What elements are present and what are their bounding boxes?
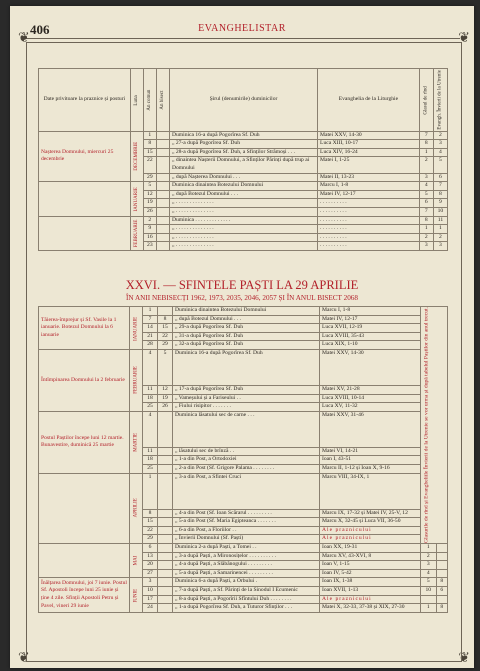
feast-note bbox=[39, 216, 131, 250]
gospel-reading: Ale praznicului bbox=[320, 526, 421, 535]
month-label: IUNIE bbox=[130, 578, 143, 612]
month-label: DECEMBRIE bbox=[130, 131, 143, 182]
tone-number: 2 bbox=[419, 157, 433, 173]
day-common-year: 4 bbox=[143, 349, 158, 385]
tone-number: 3 bbox=[419, 173, 433, 182]
day-common-year: 5 bbox=[143, 182, 156, 191]
feast-note bbox=[39, 543, 130, 577]
col-header-an-bisect: An bisect bbox=[156, 69, 169, 132]
day-leap-year: 15 bbox=[158, 324, 173, 333]
sunday-name: „ 29-a după Pogorîrea Sf. Duh bbox=[173, 324, 320, 333]
day-leap-year bbox=[156, 140, 169, 149]
sunday-name: „ 17-a după Pogorîrea Sf. Duh bbox=[173, 385, 320, 394]
eothinon-number: 3 bbox=[433, 140, 447, 149]
day-common-year: 4 bbox=[143, 411, 158, 447]
eothinon-number: 8 bbox=[436, 578, 447, 587]
day-leap-year bbox=[156, 182, 169, 191]
gospel-reading: Ioan IV, 5-42 bbox=[320, 569, 421, 578]
tone-number: 6 bbox=[419, 199, 433, 208]
gospel-reading: Ale praznicului bbox=[320, 595, 421, 604]
tone-number: 1 bbox=[419, 225, 433, 234]
corner-ornament-bottom-left-icon: ❦ bbox=[18, 651, 30, 666]
sunday-name: Duminica 6-a după Paști, a Orbului . bbox=[173, 578, 320, 587]
day-common-year: 1 bbox=[143, 307, 158, 316]
day-common-year: 3 bbox=[143, 578, 158, 587]
eothinon-number bbox=[436, 595, 447, 604]
eothinon-number: 2 bbox=[433, 233, 447, 242]
day-common-year: 23 bbox=[143, 242, 156, 251]
gospel-reading: Matei XXV, 14-30 bbox=[320, 349, 421, 385]
day-common-year: 26 bbox=[143, 207, 156, 216]
day-common-year: 17 bbox=[143, 595, 158, 604]
sunday-name: „ 8-a după Paști, a Pogorîrii Sfîntului Duh . . . . . . . . bbox=[173, 595, 320, 604]
section-title: XXVI. — SFINTELE PAȘTI LA 29 APRILIE bbox=[125, 278, 359, 292]
sunday-name: „ 4-a din Post (Sf. Ioan Scărarul . . . . . . . . . bbox=[173, 509, 320, 518]
eothinon-number bbox=[436, 552, 447, 561]
day-leap-year bbox=[156, 216, 169, 225]
gospel-reading: Matei I, 1-25 bbox=[318, 157, 420, 173]
sunday-name: „ Învierii Domnului (Sf. Paști) bbox=[173, 535, 320, 544]
day-leap-year bbox=[156, 190, 169, 199]
col-header-duminici: Șirul (denumirile) duminicilor bbox=[169, 69, 317, 132]
day-common-year: 13 bbox=[143, 552, 158, 561]
day-common-year: 1 bbox=[143, 473, 158, 509]
day-leap-year bbox=[158, 586, 173, 595]
eothinon-number: 10 bbox=[433, 207, 447, 216]
table-row bbox=[39, 543, 448, 552]
day-common-year: 20 bbox=[143, 561, 158, 570]
day-leap-year bbox=[156, 131, 169, 140]
sunday-name: „ 7-a după Paști, a Sf. Părinți de la Sinodul I Ecumenic bbox=[173, 586, 320, 595]
day-common-year: 21 bbox=[143, 332, 158, 341]
gospel-reading: Matei VI, 14-21 bbox=[320, 447, 421, 456]
day-common-year: 18 bbox=[143, 394, 158, 403]
table-row bbox=[39, 578, 448, 587]
day-common-year: 19 bbox=[143, 199, 156, 208]
eothinon-number bbox=[436, 543, 447, 552]
day-leap-year: 29 bbox=[158, 341, 173, 350]
tone-number: 8 bbox=[419, 216, 433, 225]
day-common-year: 8 bbox=[143, 140, 156, 149]
sunday-name: „ 27-a după Pogorîrea Sf. Duh bbox=[169, 140, 317, 149]
day-leap-year: 12 bbox=[158, 385, 173, 394]
tone-number: 7 bbox=[419, 207, 433, 216]
feast-note: Înălțarea Domnului, joi 7 iunie. Postul Sf. Apostoli începe luni 25 iunie și ține 4 zile. Sfinții Apostoli Petru și Pavel, vineri 29 iunie bbox=[39, 578, 130, 612]
day-leap-year: 8 bbox=[158, 315, 173, 324]
day-common-year: 6 bbox=[143, 543, 158, 552]
day-leap-year bbox=[158, 543, 173, 552]
day-common-year: 9 bbox=[143, 225, 156, 234]
header-rule bbox=[26, 38, 460, 39]
sunday-name: „ lăsatului sec de brînză . . bbox=[173, 447, 320, 456]
gospel-reading: Marcu X, 32-45 și Luca VII, 36-50 bbox=[320, 518, 421, 527]
gospel-reading: Marcu I, 1-8 bbox=[320, 307, 421, 316]
tone-number: 2 bbox=[421, 552, 437, 561]
day-common-year: 1 bbox=[143, 131, 156, 140]
day-leap-year bbox=[158, 604, 173, 613]
day-common-year: 14 bbox=[143, 324, 158, 333]
tone-number: 3 bbox=[419, 242, 433, 251]
tone-number: 8 bbox=[419, 140, 433, 149]
eothinon-number: 4 bbox=[433, 148, 447, 157]
tone-number: 4 bbox=[419, 182, 433, 191]
day-leap-year bbox=[156, 199, 169, 208]
eothinon-number: 8 bbox=[436, 604, 447, 613]
sunday-name: „ după Botezul Domnului . . . bbox=[169, 190, 317, 199]
sunday-name: „ 5-a din Post (Sf. Maria Egipteanca . . . . . . . bbox=[173, 518, 320, 527]
gospel-reading: Luca XV, 11-32 bbox=[320, 403, 421, 412]
day-leap-year bbox=[158, 595, 173, 604]
month-label: FEBRUARIE bbox=[130, 349, 143, 411]
gospel-reading: Ioan IX, 1-38 bbox=[320, 578, 421, 587]
gospel-reading: Matei XV, 21-28 bbox=[320, 385, 421, 394]
gospel-reading: Marcu IX, 17-32 și Matei IV, 25-V, 12 bbox=[320, 509, 421, 518]
day-common-year: 24 bbox=[143, 604, 158, 613]
sunday-name: „ 31-a după Pogorîrea Sf. Duh bbox=[173, 332, 320, 341]
day-leap-year bbox=[158, 526, 173, 535]
eothinon-number: 6 bbox=[433, 173, 447, 182]
day-leap-year: 22 bbox=[158, 332, 173, 341]
tone-number: 1 bbox=[421, 543, 437, 552]
day-common-year: 29 bbox=[143, 535, 158, 544]
sunday-name: „ Fiului risipitor . . . . . . . bbox=[173, 403, 320, 412]
eothinon-number bbox=[436, 569, 447, 578]
sunday-name: Duminica 16-a după Pogorîrea Sf. Duh bbox=[173, 349, 320, 385]
gospel-reading: Marcu XV, 43-XVI, 8 bbox=[320, 552, 421, 561]
day-common-year: 10 bbox=[143, 586, 158, 595]
day-common-year: 15 bbox=[143, 518, 158, 527]
table-row bbox=[39, 307, 448, 316]
day-leap-year bbox=[158, 561, 173, 570]
corner-ornament-bottom-right-icon: ❦ bbox=[458, 651, 470, 666]
day-common-year: 22 bbox=[143, 157, 156, 173]
side-note: Glasurile de rînd și Evangheliile Învierii de la Utrenie se vor urma și după tabelul Paștilor din anul trecut. bbox=[421, 307, 448, 544]
gospel-reading: Luca XIX, 1-10 bbox=[320, 341, 421, 350]
day-leap-year bbox=[158, 578, 173, 587]
gospel-reading: Luca XVIII, 10-14 bbox=[320, 394, 421, 403]
table-row bbox=[39, 216, 448, 225]
sunday-name: „ 5-a după Paști, a Samarinencei . . . . . . . . . bbox=[173, 569, 320, 578]
eothinon-number: 11 bbox=[433, 216, 447, 225]
day-common-year: 11 bbox=[143, 447, 158, 456]
day-common-year: 15 bbox=[143, 148, 156, 157]
calendar-table-1 bbox=[38, 68, 448, 251]
gospel-reading: . . . . . . . . . . bbox=[318, 216, 420, 225]
sunday-name: Duminica dinaintea Botezului Domnului bbox=[173, 307, 320, 316]
feast-note: Nașterea Domnului, miercuri 25 decembrie bbox=[39, 131, 131, 182]
day-leap-year bbox=[156, 233, 169, 242]
sunday-name: „ . . . . . . . . . . . . . . bbox=[169, 242, 317, 251]
running-title: EVANGHELISTAR bbox=[198, 23, 286, 34]
col-header-eotine: Evangh. Învierii de la Utrenie bbox=[433, 69, 447, 132]
day-leap-year: 5 bbox=[158, 349, 173, 385]
day-common-year: 11 bbox=[143, 385, 158, 394]
table-row bbox=[39, 349, 448, 385]
month-label: IANUARIE bbox=[130, 307, 143, 350]
section-subtitle: ÎN ANII NEBISECȚI 1962, 1973, 2035, 2046, 2057 ȘI ÎN ANUL BISECT 2068 bbox=[126, 294, 358, 302]
day-leap-year bbox=[156, 173, 169, 182]
day-leap-year bbox=[158, 569, 173, 578]
sunday-name: Duminica 16-a după Pogorîrea Sf. Duh bbox=[169, 131, 317, 140]
day-common-year: 25 bbox=[143, 464, 158, 473]
calendar-table-2 bbox=[38, 306, 448, 613]
feast-note: Tăierea-împrejur și Sf. Vasile la 1 ianuarie. Botezul Domnului la 6 ianuarie bbox=[39, 307, 130, 350]
sunday-name: „ după Botezul Domnului . . . bbox=[173, 315, 320, 324]
col-header-glasul: Glasul de rînd bbox=[419, 69, 433, 132]
day-common-year: 28 bbox=[143, 341, 158, 350]
gospel-reading: . . . . . . . . . . bbox=[318, 242, 420, 251]
sunday-name: „ după Nașterea Domnului . . . bbox=[169, 173, 317, 182]
eothinon-number: 8 bbox=[433, 190, 447, 199]
tone-number: 7 bbox=[419, 131, 433, 140]
gospel-reading: Luca XVIII, 35-43 bbox=[320, 332, 421, 341]
gospel-reading: Matei XXV, 31-46 bbox=[320, 411, 421, 447]
sunday-name: „ Vameșului și a Fariseului . . bbox=[173, 394, 320, 403]
day-leap-year bbox=[156, 207, 169, 216]
table-row bbox=[39, 131, 448, 140]
sunday-name: „ 1-a după Pogorîrea Sf. Duh, a Tuturor Sfinților . . . bbox=[173, 604, 320, 613]
month-label: APRILIE bbox=[130, 473, 143, 543]
eothinon-number: 9 bbox=[433, 199, 447, 208]
month-label: IANUARIE bbox=[130, 182, 143, 216]
tone-number: 4 bbox=[421, 569, 437, 578]
tone-number: 5 bbox=[421, 578, 437, 587]
sunday-name: „ . . . . . . . . . . . . . . bbox=[169, 233, 317, 242]
gospel-reading: Ioan I, 43-51 bbox=[320, 456, 421, 465]
eothinon-number: 3 bbox=[433, 242, 447, 251]
col-header-an-comun: An comun bbox=[143, 69, 156, 132]
eothinon-number bbox=[436, 561, 447, 570]
day-common-year: 25 bbox=[143, 403, 158, 412]
day-common-year: 12 bbox=[143, 190, 156, 199]
eothinon-number: 7 bbox=[433, 182, 447, 191]
gospel-reading: Ioan XVII, 1-13 bbox=[320, 586, 421, 595]
day-leap-year bbox=[158, 518, 173, 527]
col-header-date: Date privitoare la praznice și posturi bbox=[39, 69, 131, 132]
month-label: MAI bbox=[130, 543, 143, 577]
gospel-reading: Marcu I, 1-8 bbox=[318, 182, 420, 191]
feast-note bbox=[39, 182, 131, 216]
eothinon-number: 2 bbox=[433, 131, 447, 140]
sunday-name: Duminica 2-a după Paști, a Tomei . . bbox=[173, 543, 320, 552]
sunday-name: Duminica . . . . . . . . . . . . . bbox=[169, 216, 317, 225]
day-common-year: 8 bbox=[143, 509, 158, 518]
gospel-reading: Marcu VIII, 34-IX, 1 bbox=[320, 473, 421, 509]
day-leap-year bbox=[158, 456, 173, 465]
sunday-name: „ dinaintea Nașterii Domnului, a Sfinților Părinți după trup ai Domnului bbox=[169, 157, 317, 173]
tone-number: 1 bbox=[421, 604, 437, 613]
page-number: 406 bbox=[30, 22, 50, 37]
tone-number bbox=[421, 595, 437, 604]
day-leap-year bbox=[156, 242, 169, 251]
table-row bbox=[39, 182, 448, 191]
col-header-luna: Luna bbox=[130, 69, 143, 132]
eothinon-number: 1 bbox=[433, 225, 447, 234]
day-common-year: 22 bbox=[143, 526, 158, 535]
gospel-reading: Matei IV, 12-17 bbox=[320, 315, 421, 324]
day-leap-year bbox=[158, 509, 173, 518]
day-leap-year bbox=[158, 447, 173, 456]
day-common-year: 29 bbox=[143, 173, 156, 182]
feast-note: Întîmpinarea Domnului la 2 februarie bbox=[39, 349, 130, 411]
sunday-name: „ 6-a din Post, a Floriilor . . bbox=[173, 526, 320, 535]
sunday-name: „ . . . . . . . . . . . . . . bbox=[169, 199, 317, 208]
day-leap-year bbox=[158, 464, 173, 473]
month-label: MARTIE bbox=[130, 411, 143, 473]
day-common-year: 2 bbox=[143, 216, 156, 225]
book-page bbox=[10, 6, 474, 668]
gospel-reading: Ioan V, 1-15 bbox=[320, 561, 421, 570]
gospel-reading: Matei IV, 12-17 bbox=[318, 190, 420, 199]
gospel-reading: Matei II, 13-23 bbox=[318, 173, 420, 182]
eothinon-number: 6 bbox=[436, 586, 447, 595]
day-common-year: 16 bbox=[143, 233, 156, 242]
corner-ornament-top-right-icon: ❦ bbox=[458, 31, 470, 46]
table-row bbox=[39, 473, 448, 509]
gospel-reading: . . . . . . . . . . bbox=[318, 233, 420, 242]
day-leap-year bbox=[156, 225, 169, 234]
gospel-reading: . . . . . . . . . . bbox=[318, 225, 420, 234]
day-leap-year bbox=[158, 307, 173, 316]
day-leap-year bbox=[158, 411, 173, 447]
sunday-name: Duminica lăsatului sec de carne . . . bbox=[173, 411, 320, 447]
gospel-reading: . . . . . . . . . . bbox=[318, 199, 420, 208]
sunday-name: „ . . . . . . . . . . . . . . bbox=[169, 207, 317, 216]
gospel-reading: Luca XIV, 16-24 bbox=[318, 148, 420, 157]
corner-ornament-top-left-icon: ❦ bbox=[18, 31, 30, 46]
sunday-name: „ 1-a din Post, a Ortodoxiei bbox=[173, 456, 320, 465]
day-leap-year bbox=[158, 473, 173, 509]
tone-number: 5 bbox=[419, 190, 433, 199]
tone-number: 3 bbox=[421, 561, 437, 570]
sunday-name: „ 4-a după Paști, a Slăbănogului . . . . . . . . . bbox=[173, 561, 320, 570]
gospel-reading: . . . . . . . . . . bbox=[318, 207, 420, 216]
sunday-name: Duminica dinaintea Botezului Domnului bbox=[169, 182, 317, 191]
sunday-name: „ 3-a după Paști, a Mironosițelor . . . . . . . . . . bbox=[173, 552, 320, 561]
sunday-name: „ 32-a după Pogorîrea Sf. Duh bbox=[173, 341, 320, 350]
col-header-evanghelia: Evanghelia de la Liturghie bbox=[318, 69, 420, 132]
feast-note: Postul Paștilor începe luni 12 martie. Bunavestire, duminică 25 martie bbox=[39, 411, 130, 473]
day-common-year: 7 bbox=[143, 315, 158, 324]
day-leap-year: 19 bbox=[158, 394, 173, 403]
tone-number: 2 bbox=[419, 233, 433, 242]
day-leap-year bbox=[156, 157, 169, 173]
sunday-name: „ . . . . . . . . . . . . . . bbox=[169, 225, 317, 234]
day-common-year: 18 bbox=[143, 456, 158, 465]
gospel-reading: Matei X, 32-33, 37-38 și XIX, 27-30 bbox=[320, 604, 421, 613]
tone-number: 1 bbox=[419, 148, 433, 157]
day-leap-year bbox=[158, 535, 173, 544]
gospel-reading: Ioan XX, 19-31 bbox=[320, 543, 421, 552]
day-leap-year bbox=[158, 552, 173, 561]
gospel-reading: Luca XVII, 12-19 bbox=[320, 324, 421, 333]
gospel-reading: Luca XIII, 10-17 bbox=[318, 140, 420, 149]
day-leap-year bbox=[156, 148, 169, 157]
month-label: FEBRUARIE bbox=[130, 216, 143, 250]
tone-number: 10 bbox=[421, 586, 437, 595]
day-leap-year: 26 bbox=[158, 403, 173, 412]
gospel-reading: Matei XXV, 14-30 bbox=[318, 131, 420, 140]
sunday-name: „ 28-a după Pogorîrea Sf. Duh, a Sfinților Strămoși . . . bbox=[169, 148, 317, 157]
day-common-year: 27 bbox=[143, 569, 158, 578]
gospel-reading: Marcu II, 1-12 și Ioan X, 9-16 bbox=[320, 464, 421, 473]
eothinon-number: 5 bbox=[433, 157, 447, 173]
sunday-name: „ 2-a din Post (Sf. Grigore Palama . . . . . . . . bbox=[173, 464, 320, 473]
sunday-name: „ 3-a din Post, a Sfintei Cruci bbox=[173, 473, 320, 509]
table-row bbox=[39, 411, 448, 447]
gospel-reading: Ale praznicului bbox=[320, 535, 421, 544]
feast-note bbox=[39, 473, 130, 543]
